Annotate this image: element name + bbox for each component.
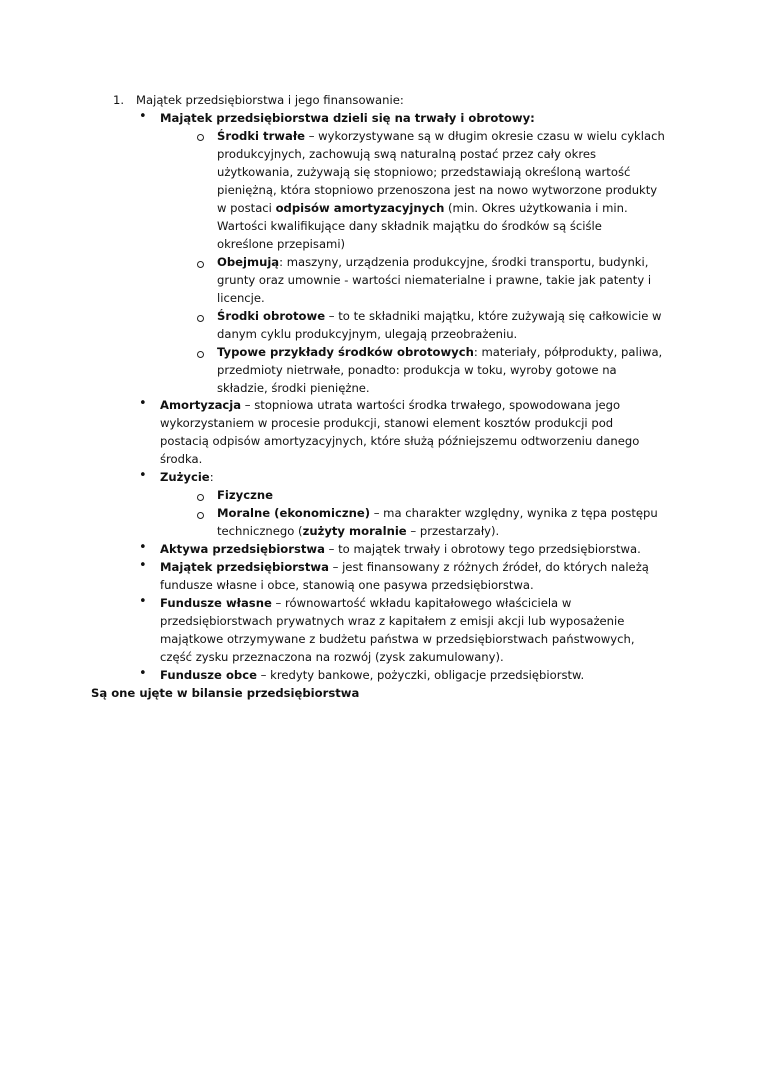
bullet-icon: •: [139, 468, 147, 483]
bullet-5-line: Majątek przedsiębiorstwa – jest finansowany z różnych źródeł, do których należą: [160, 560, 649, 574]
bullet-icon: •: [139, 558, 147, 573]
sub-3-line: Środki obrotowe – to te składniki majątku, które zużywają się całkowicie w: [217, 309, 662, 323]
bullet-6-line: część zysku przeznaczona na rozwój (zysk zakumulowany).: [160, 650, 504, 664]
sub-6-line: technicznego (zużyty moralnie – przestarzały).: [217, 524, 500, 538]
sub-2-line: grunty oraz umownie - wartości niematerialne i prawne, takie jak patenty i: [217, 273, 652, 287]
sub-1-line: Wartości kwalifikujące dany składnik majątku do środków są ściśle: [217, 219, 602, 233]
sub-1-line: Środki trwałe – wykorzystywane są w długim okresie czasu w wielu cyklach: [217, 129, 665, 143]
sub-5-line: Fizyczne: [217, 488, 273, 502]
bullet-icon: •: [139, 396, 147, 411]
sub-4-line: składzie, środki pieniężne.: [217, 381, 370, 395]
bullet-6-line: majątkowe otrzymywane z budżetu państwa w przedsiębiorstwach państwowych,: [160, 632, 635, 646]
circle-bullet-icon: [197, 351, 204, 358]
sub-6-line: Moralne (ekonomiczne) – ma charakter względny, wynika z tępa postępu: [217, 506, 658, 520]
bullet-6-line: Fundusze własne – równowartość wkładu kapitałowego właściciela w: [160, 596, 572, 610]
circle-bullet-icon: [197, 261, 204, 268]
circle-bullet-icon: [197, 315, 204, 322]
bullet-2-line: środka.: [160, 452, 203, 466]
list-number: 1.: [113, 93, 125, 107]
bullet-icon: •: [139, 109, 147, 124]
circle-bullet-icon: [197, 134, 204, 141]
sub-1-line: produkcyjnych, zachowują swą naturalną postać przez cały okres: [217, 147, 597, 161]
section-heading: Majątek przedsiębiorstwa i jego finansowanie:: [136, 93, 404, 107]
circle-bullet-icon: [197, 494, 204, 501]
bullet-6-line: przedsiębiorstwach prywatnych wraz z kapitałem z emisji akcji lub wyposażenie: [160, 614, 625, 628]
bullet-icon: •: [139, 594, 147, 609]
bullet-icon: •: [139, 540, 147, 555]
circle-bullet-icon: [197, 512, 204, 519]
bullet-4-line: Aktywa przedsiębiorstwa – to majątek trwały i obrotowy tego przedsiębiorstwa.: [160, 542, 641, 556]
sub-2-line: Obejmują: maszyny, urządzenia produkcyjne, środki transportu, budynki,: [217, 255, 649, 269]
sub-2-line: licencje.: [217, 291, 265, 305]
bullet-7-line: Fundusze obce – kredyty bankowe, pożyczki, obligacje przedsiębiorstw.: [160, 668, 585, 682]
bullet-1-text: Majątek przedsiębiorstwa dzieli się na trwały i obrotowy:: [160, 111, 535, 125]
sub-1-line: określone przepisami): [217, 237, 346, 251]
bullet-2-line: Amortyzacja – stopniowa utrata wartości środka trwałego, spowodowana jego: [160, 398, 621, 412]
sub-1-line: w postaci odpisów amortyzacyjnych (min. Okres użytkowania i min.: [217, 201, 628, 215]
bullet-2-line: postacią odpisów amortyzacyjnych, które służą późniejszemu odtworzeniu danego: [160, 434, 640, 448]
bullet-3-line: Zużycie:: [160, 470, 214, 484]
sub-4-line: przedmioty nietrwałe, ponadto: produkcja w toku, wyroby gotowe na: [217, 363, 617, 377]
sub-1-line: użytkowania, zużywają się stopniowo; przedstawiają określoną wartość: [217, 165, 631, 179]
sub-4-line: Typowe przykłady środków obrotowych: materiały, półprodukty, paliwa,: [217, 345, 663, 359]
footer-note: Są one ujęte w bilansie przedsiębiorstwa: [91, 686, 360, 700]
bullet-5-line: fundusze własne i obce, stanowią one pasywa przedsiębiorstwa.: [160, 578, 534, 592]
bullet-2-line: wykorzystaniem w procesie produkcji, stanowi element kosztów produkcji pod: [160, 416, 614, 430]
bullet-icon: •: [139, 666, 147, 681]
sub-1-line: pieniężną, która stopniowo przenoszona jest na nowo wytworzone produkty: [217, 183, 658, 197]
sub-3-line: danym cyklu produkcyjnym, ulegają przeobrażeniu.: [217, 327, 518, 341]
